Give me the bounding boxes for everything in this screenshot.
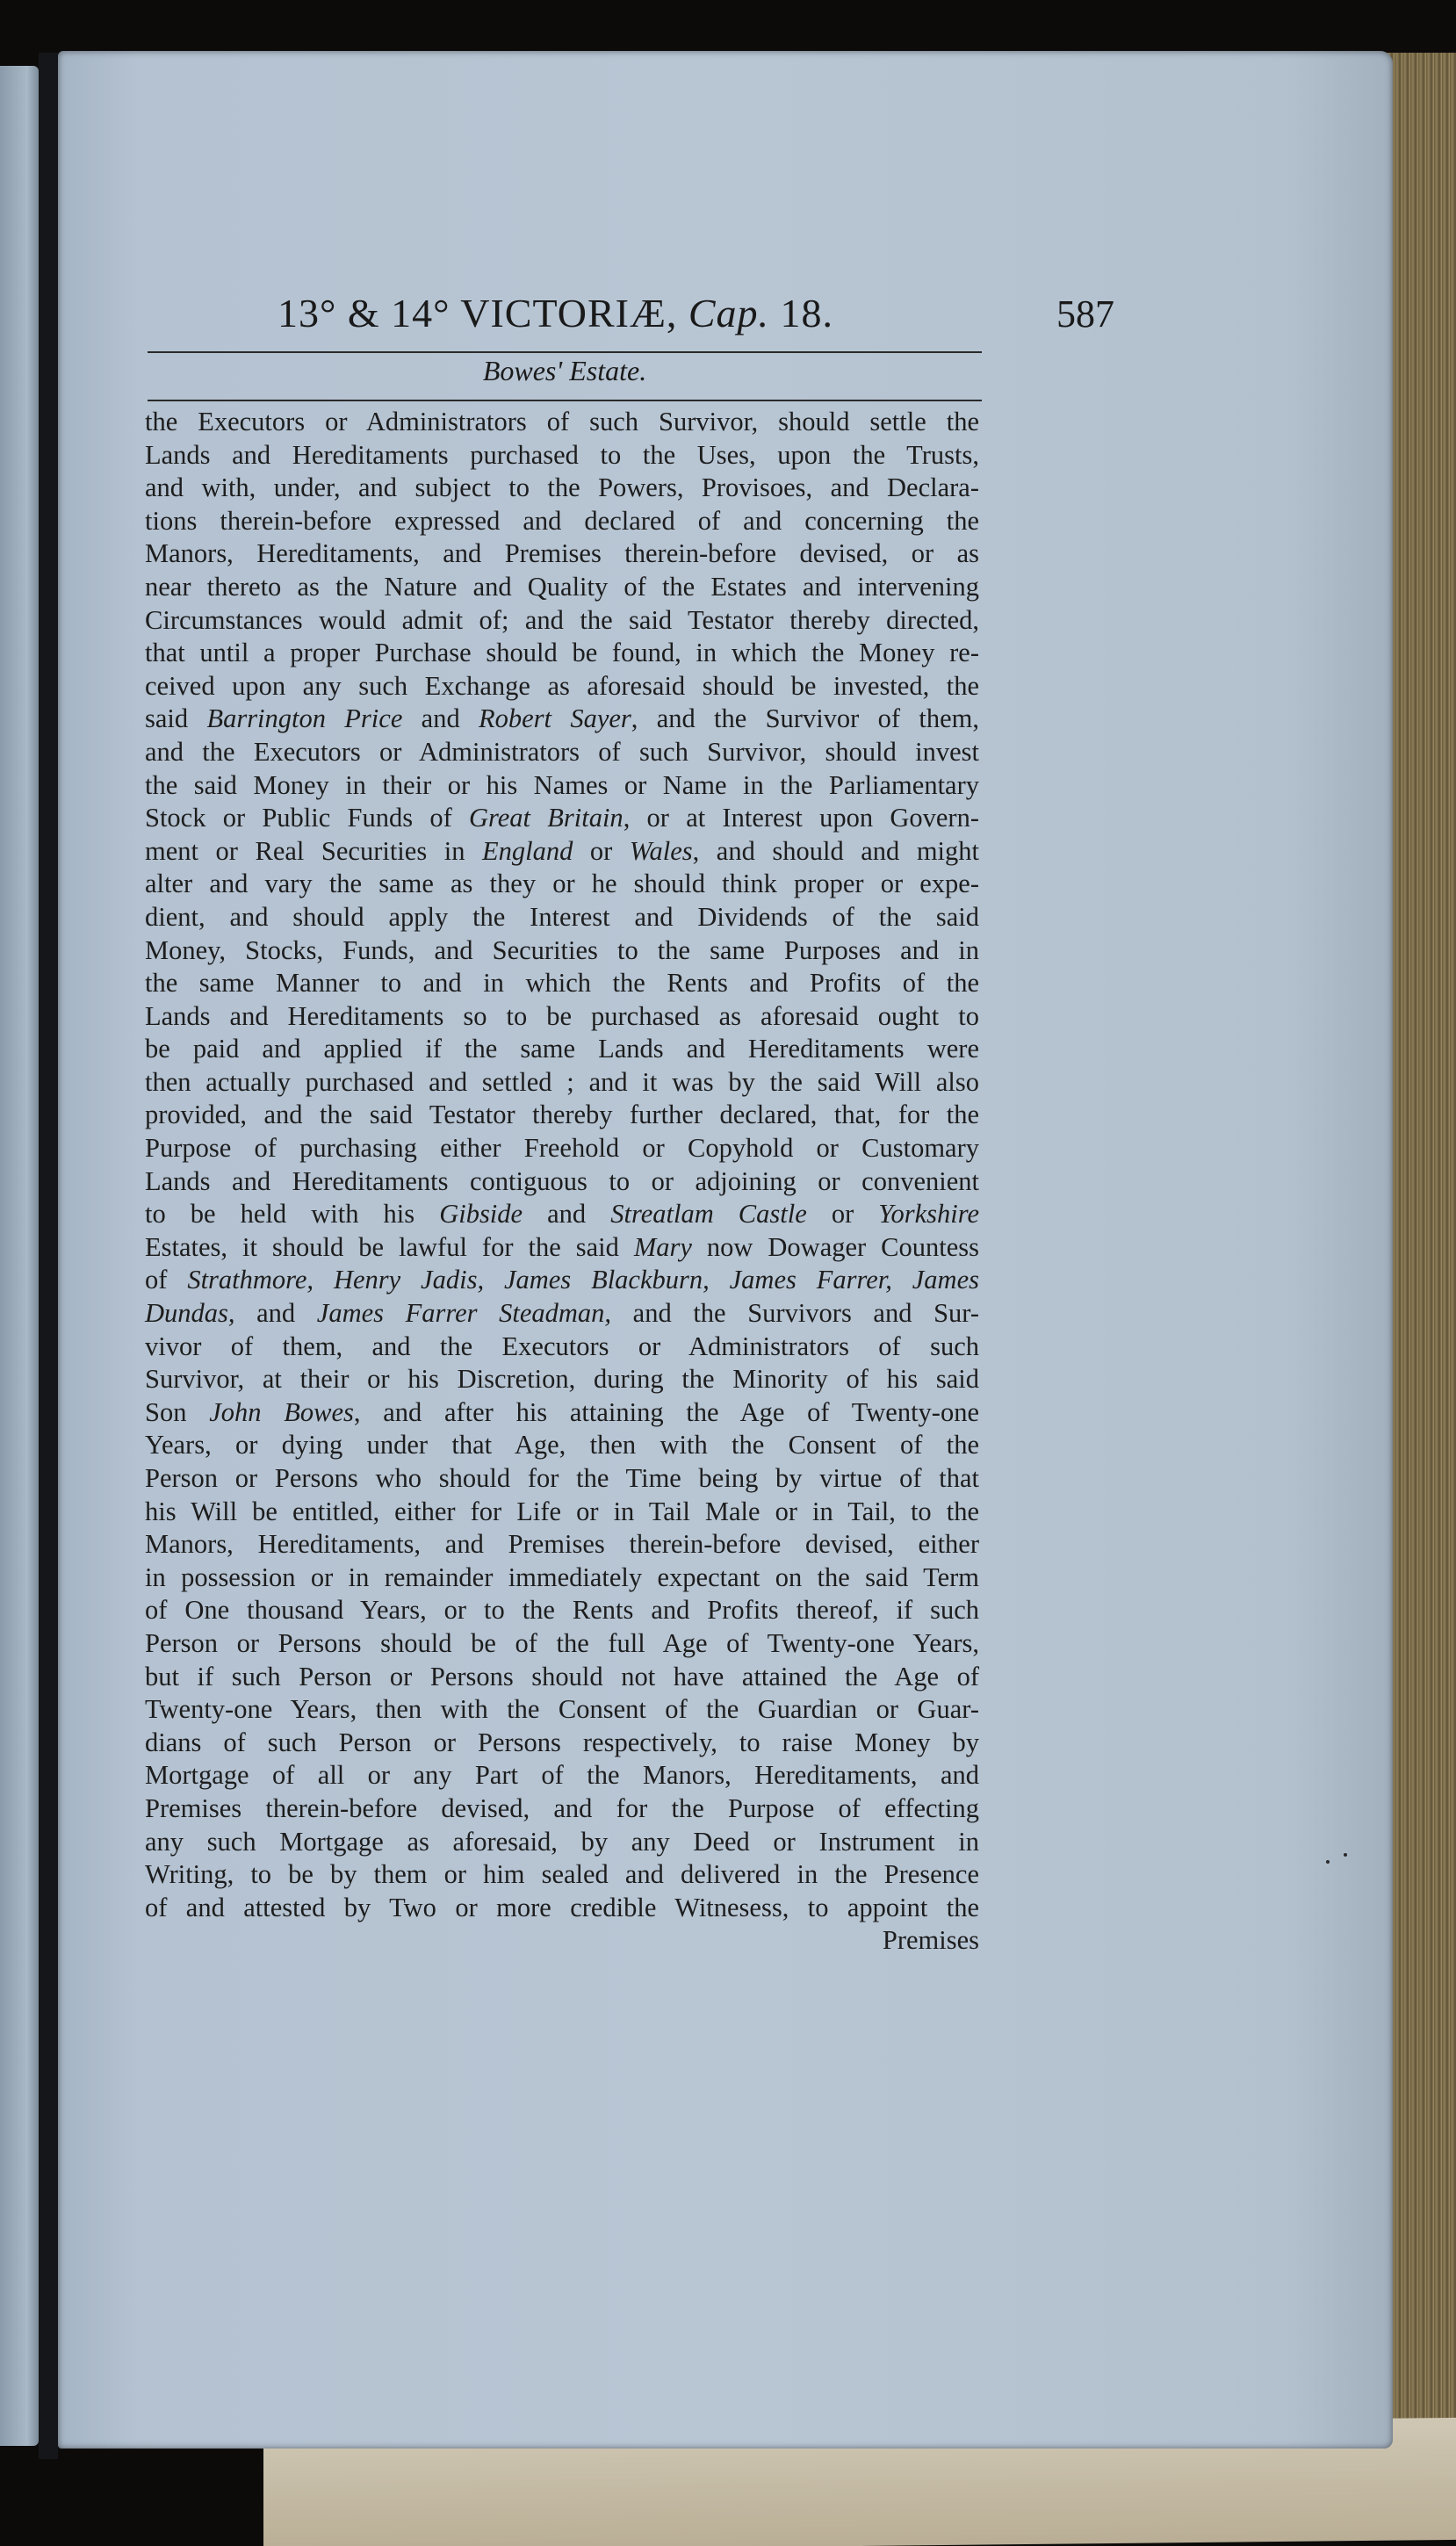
text-run: alter and vary the same as they or he should think proper or expe- [145,869,979,899]
catchword: Premises [882,1925,979,1956]
text-line [145,1000,979,1034]
left-page-edge [0,66,39,2446]
text-run: and with, under, and subject to the Powers, Provisoes, and Declara- [145,472,979,503]
header-rule-top [148,351,982,353]
text-line [145,1429,979,1462]
text-run: Mortgage of all or any Part of the Manors, Hereditaments, and [145,1760,979,1791]
italic-name: Strathmore, Henry Jadis, James Blackburn, James Farrer, James [187,1265,979,1295]
italic-name: Great Britain [469,803,623,833]
text-run: in possession or in remainder immediately expectant on the said Term [145,1561,979,1592]
text-line [145,967,979,1000]
italic-name: John Bowes [209,1396,354,1427]
title-number: 18. [769,291,834,335]
text-line [145,1594,979,1627]
text-run: of [145,1265,188,1295]
text-line [145,1826,979,1859]
text-line [145,802,979,835]
text-run: now Dowager Countess [691,1231,980,1262]
text-run: Person or Persons should be of the full Age of Twenty-one Years, [145,1627,979,1658]
text-run: Writing, to be by them or him sealed and delivered in the Presence [145,1859,979,1890]
text-line [145,1727,979,1760]
text-run: or [573,835,630,866]
book-gutter [39,53,58,2459]
text-run: Money, Stocks, Funds, and Securities to the same Purposes and in [145,934,979,965]
text-run: , and after his attaining the Age of Twenty-one [353,1396,980,1427]
text-line [145,1363,979,1396]
text-line [145,439,979,472]
text-run: said [145,703,207,734]
italic-name: Gibside [439,1199,523,1230]
text-run: and [402,703,479,734]
text-line [145,736,979,769]
text-run: Twenty-one Years, then with the Consent of the Guardian or Guar- [145,1694,979,1725]
text-line [145,1198,979,1231]
text-run: his Will be entitled, either for Life or in Tail Male or in Tail, to the [145,1496,979,1526]
text-line [145,571,979,604]
text-run: that until a proper Purchase should be found, in which the Money re- [145,638,979,668]
text-run: tions therein-before expressed and declared of and concerning the [145,505,979,536]
text-run: of One thousand Years, or to the Rents and Profits thereof, if such [145,1595,979,1626]
text-run: Estates, it should be lawful for the said [145,1231,634,1262]
title-cap: Cap. [688,291,770,335]
italic-name: Robert Sayer [479,703,631,734]
text-run: vivor of them, and the Executors or Administrators of such [145,1331,979,1361]
text-run: Survivor, at their or his Discretion, during the Minority of his said [145,1364,979,1395]
text-run: Person or Persons who should for the Time being by virtue of that [145,1463,979,1493]
text-line [145,406,979,439]
text-run: the same Manner to and in which the Rents and Profits of the [145,968,979,999]
text-run: or [806,1199,879,1230]
running-header [148,290,982,343]
text-line [145,868,979,901]
text-line [145,1165,979,1199]
text-run: but if such Person or Persons should not have attained the Age of [145,1661,979,1691]
text-line [145,1396,979,1430]
italic-name: Wales [629,835,693,866]
text-line [145,637,979,670]
text-run: then actually purchased and settled ; and it was by the said Will also [145,1066,979,1097]
text-line [145,604,979,638]
italic-name: Barrington Price [206,703,403,734]
text-line [145,670,979,703]
text-run: Manors, Hereditaments, and Premises therein-before devised, either [145,1529,979,1560]
header-rule-bottom [148,400,982,401]
text-run: ment or Real Securities in [145,835,482,866]
text-run: dient, and should apply the Interest and Dividends of the said [145,901,979,932]
text-line [145,835,979,869]
italic-name: Yorkshire [878,1199,979,1230]
text-run: Circumstances would admit of; and the said Testator thereby directed, [145,604,979,635]
text-line [145,1661,979,1694]
text-run: , or at Interest upon Govern- [623,803,979,833]
text-line [145,1759,979,1792]
text-run: dians of such Person or Persons respectively, to raise Money by [145,1727,979,1757]
text-line [145,1858,979,1892]
italic-name: England [482,835,573,866]
italic-name: James Farrer Steadman, [316,1298,612,1329]
text-run: Premises therein-before devised, and for the Purpose of effecting [145,1792,979,1823]
italic-name: Dundas, [145,1298,235,1329]
text-line [145,1892,979,1925]
text-line [145,1331,979,1364]
text-run: , and the Survivor of them, [631,703,979,734]
italic-name: Streatlam Castle [610,1199,807,1230]
text-line [145,934,979,968]
text-line [145,1033,979,1066]
text-run: and [234,1298,317,1329]
text-run: and [523,1199,611,1230]
text-run: ceived upon any such Exchange as aforesaid should be invested, the [145,670,979,701]
text-run: to be held with his [145,1199,440,1230]
text-line [145,1297,979,1331]
text-line [145,703,979,736]
text-line [145,472,979,505]
text-line [145,1496,979,1529]
text-line [145,1693,979,1727]
text-run: near thereto as the Nature and Quality of the Estates and intervening [145,571,979,602]
text-line [145,1627,979,1661]
italic-name: Mary [633,1231,692,1262]
page-number: 587 [1056,292,1114,335]
text-line [145,505,979,538]
text-run: the said Money in their or his Names or Name in the Parliamentary [145,769,979,800]
text-run: any such Mortgage as aforesaid, by any Deed or Instrument in [145,1826,979,1857]
text-line [145,1528,979,1561]
text-line [145,1792,979,1826]
text-run: Manors, Hereditaments, and Premises therein-before devised, or as [145,538,979,569]
text-run: , and should and might [692,835,979,866]
text-run: Years, or dying under that Age, then with the Consent of the [145,1430,979,1461]
text-line [145,1231,979,1265]
text-run: Purpose of purchasing either Freehold or Copyhold or Customary [145,1133,979,1164]
body-text [145,406,979,1958]
text-line [145,901,979,934]
print-fleck [1344,1853,1347,1857]
text-run: Lands and Hereditaments purchased to the Uses, upon the Trusts, [145,439,979,470]
text-run: and the Survivors and Sur- [611,1298,979,1329]
text-run: Son [145,1396,210,1427]
text-run: be paid and applied if the same Lands and Hereditaments were [145,1034,979,1064]
text-line [145,537,979,571]
text-run: and the Executors or Administrators of such Survivor, should invest [145,736,979,767]
text-run: Stock or Public Funds of [145,803,469,833]
text-run: the Executors or Administrators of such Survivor, should settle the [145,407,979,436]
text-line [145,1066,979,1100]
text-line [145,769,979,803]
title-main: 13° & 14° VICTORIÆ, [278,291,688,335]
text-line [145,1561,979,1595]
section-subtitle: Bowes' Estate. [482,355,647,386]
text-run: of and attested by Two or more credible Witnesess, to appoint the [145,1892,979,1922]
page-title [278,290,833,336]
text-line [145,1132,979,1165]
text-run: Lands and Hereditaments contiguous to or adjoining or convenient [145,1165,979,1196]
text-line [145,1099,979,1132]
text-run: Lands and Hereditaments so to be purchased as aforesaid ought to [145,1000,979,1031]
text-line [145,1264,979,1297]
text-run: provided, and the said Testator thereby further declared, that, for the [145,1100,979,1130]
text-line [145,1462,979,1496]
print-fleck [1326,1860,1330,1864]
